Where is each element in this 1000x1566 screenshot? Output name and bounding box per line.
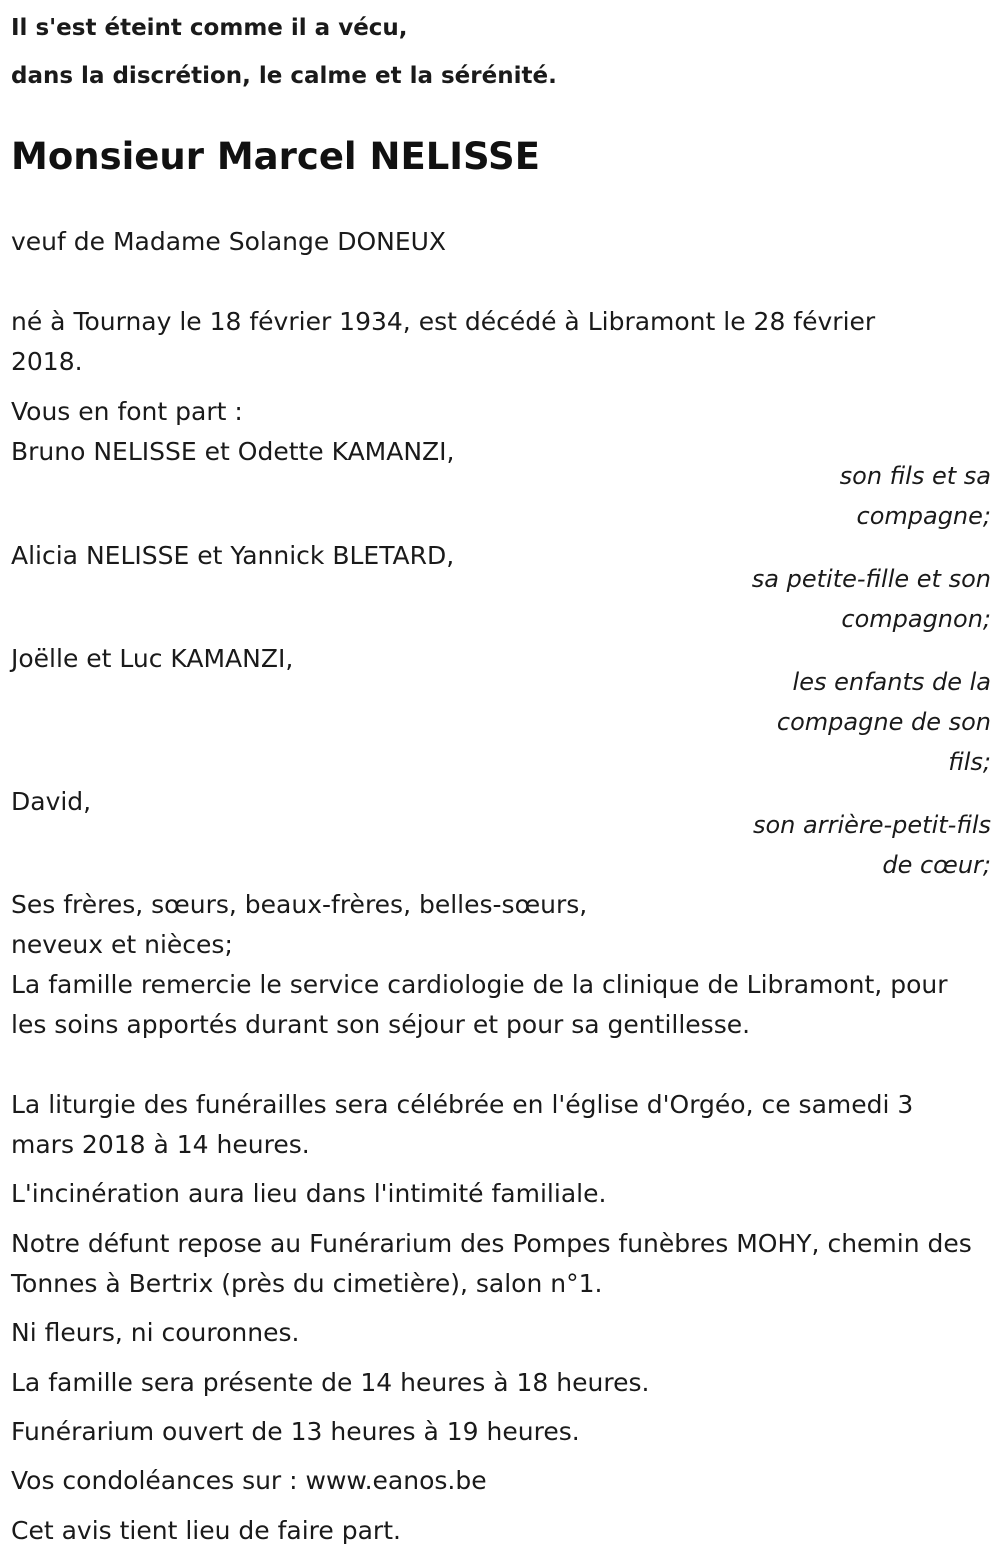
family-member-relation: sa petite-fille et son compagnon; (751, 565, 991, 633)
family-member-relation: son fils et sa compagne; (839, 462, 991, 530)
family-member-names: Alicia NELISSE et Yannick BLETARD, (11, 541, 455, 570)
extended-family-line-1: Ses frères, sœurs, beaux-frères, belles-sœurs, (11, 890, 588, 919)
announcement-intro: Vous en font part : (11, 397, 243, 426)
epitaph-line-2: dans la discrétion, le calme et la sérénité. (11, 63, 557, 89)
extended-family-line-2: neveux et nièces; (11, 930, 233, 959)
closing-note: Cet avis tient lieu de faire part. (11, 1516, 401, 1545)
family-presence-info: La famille sera présente de 14 heures à 18 heures. (11, 1368, 650, 1397)
condolences-info: Vos condoléances sur : www.eanos.be (11, 1466, 487, 1495)
flowers-info: Ni fleurs, ni couronnes. (11, 1318, 300, 1347)
thanks-paragraph: La famille remercie le service cardiologie de la clinique de Libramont, pour les soins apportés durant son séjour et pour sa gentillesse. (11, 970, 948, 1039)
family-member-names: David, (11, 787, 92, 816)
liturgy-info: La liturgie des funérailles sera célébrée en l'église d'Orgéo, ce samedi 3 mars 2018 à 14 heures. (11, 1090, 914, 1159)
family-member-names: Joëlle et Luc KAMANZI, (11, 644, 294, 673)
deceased-name: Monsieur Marcel NELISSE (11, 135, 540, 178)
repose-info: Notre défunt repose au Funérarium des Pompes funèbres MOHY, chemin des Tonnes à Bertrix (près du cimetière), salon n°1. (11, 1229, 972, 1298)
cremation-info: L'incinération aura lieu dans l'intimité familiale. (11, 1179, 607, 1208)
epitaph-line-1: Il s'est éteint comme il a vécu, (11, 15, 408, 41)
family-member-relation: les enfants de la compagne de son fils; (776, 668, 991, 776)
spouse-line: veuf de Madame Solange DONEUX (11, 227, 447, 256)
family-member-relation: son arrière-petit-fils de cœur; (752, 811, 991, 879)
opening-hours-info: Funérarium ouvert de 13 heures à 19 heures. (11, 1417, 580, 1446)
family-member-names: Bruno NELISSE et Odette KAMANZI, (11, 437, 455, 466)
birth-death-line: né à Tournay le 18 février 1934, est décédé à Libramont le 28 février 2018. (11, 307, 876, 376)
